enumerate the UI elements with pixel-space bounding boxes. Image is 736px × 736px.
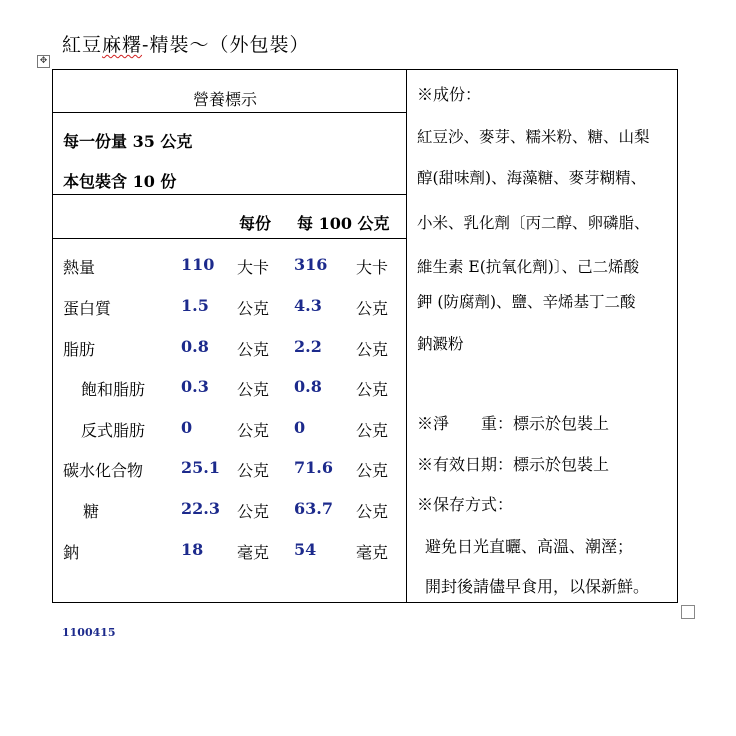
per-serving-value: 1.5 [181, 296, 209, 315]
storage-heading: ※保存方式： [417, 495, 514, 514]
nutrient-label: 脂肪 [63, 340, 96, 359]
nutrient-label: 熱量 [63, 258, 96, 277]
ingredients-line: 鈉澱粉 [417, 335, 464, 353]
per-serving-value: 0.8 [181, 337, 209, 356]
per-100g-value: 4.3 [294, 296, 322, 315]
ingredients-line: 醇(甜味劑)、海藻糖、麥芽糊精、 [417, 169, 647, 187]
row-divider [53, 238, 406, 239]
nutrient-label: 飽和脂肪 [81, 380, 146, 399]
table-move-handle-icon[interactable]: ✥ [37, 55, 50, 68]
per-100g-value: 0.8 [294, 377, 322, 396]
title-suffix: -精裝～（外包裝） [142, 34, 310, 56]
ingredients-line: 鉀 (防腐劑)、鹽、辛烯基丁二酸 [417, 293, 636, 311]
net-weight: ※淨 重：標示於包裝上 [417, 414, 610, 433]
per-100g-value: 54 [294, 540, 317, 559]
title-spellcheck-word: 麻糬 [102, 34, 143, 56]
unit: 大卡 [356, 258, 389, 277]
row-divider [53, 112, 406, 113]
unit: 毫克 [237, 543, 270, 562]
expiry-date: ※有效日期：標示於包裝上 [417, 455, 610, 474]
ingredients-line: 小米、乳化劑〔丙二醇、卵磷脂、 [417, 214, 650, 232]
per-100g-value: 71.6 [294, 458, 333, 477]
storage-instruction: 開封後請儘早食用，以保新鮮。 [425, 577, 650, 596]
ingredients-heading: ※成份： [417, 85, 482, 104]
servings-per-pack: 本包裝含 10 份 [63, 172, 177, 191]
table-resize-handle[interactable] [681, 605, 695, 619]
footer-code: 1100415 [62, 626, 116, 639]
column-divider [406, 70, 407, 602]
unit: 公克 [356, 461, 389, 480]
per-serving-value: 110 [181, 255, 215, 274]
unit: 公克 [356, 502, 389, 521]
unit: 毫克 [356, 543, 389, 562]
per-100g-value: 2.2 [294, 337, 322, 356]
per-100g-value: 316 [294, 255, 328, 274]
nutrient-label: 蛋白質 [63, 299, 112, 318]
serving-size: 每一份量 35 公克 [63, 132, 193, 151]
per-serving-value: 25.1 [181, 458, 220, 477]
title-prefix: 紅豆 [62, 34, 103, 56]
per-serving-value: 0 [181, 418, 193, 437]
per-serving-value: 22.3 [181, 499, 220, 518]
unit: 公克 [237, 380, 270, 399]
unit: 公克 [237, 421, 270, 440]
ingredients-line: 紅豆沙、麥芽、糯米粉、糖、山梨 [417, 128, 650, 146]
nutrient-label: 反式脂肪 [81, 421, 146, 440]
unit: 公克 [237, 502, 270, 521]
per-serving-value: 18 [181, 540, 204, 559]
unit: 大卡 [237, 258, 270, 277]
per-100g-value: 63.7 [294, 499, 333, 518]
unit: 公克 [356, 421, 389, 440]
nutrient-label: 鈉 [63, 543, 80, 562]
nutrient-label: 糖 [83, 502, 100, 521]
unit: 公克 [237, 299, 270, 318]
per-serving-value: 0.3 [181, 377, 209, 396]
ingredients-line: 維生素 E(抗氧化劑)〕、己二烯酸 [417, 258, 640, 276]
unit: 公克 [356, 299, 389, 318]
nutrition-heading: 營養標示 [193, 90, 258, 109]
column-per-serving: 每份 [239, 214, 272, 233]
unit: 公克 [356, 340, 389, 359]
per-100g-value: 0 [294, 418, 306, 437]
nutrient-label: 碳水化合物 [63, 461, 144, 480]
unit: 公克 [356, 380, 389, 399]
row-divider [53, 194, 406, 195]
unit: 公克 [237, 461, 270, 480]
column-per-100g: 每 100 公克 [297, 214, 390, 233]
document-title [62, 30, 309, 57]
storage-instruction: 避免日光直曬、高溫、潮溼； [425, 537, 634, 556]
unit: 公克 [237, 340, 270, 359]
label-table [52, 69, 678, 603]
